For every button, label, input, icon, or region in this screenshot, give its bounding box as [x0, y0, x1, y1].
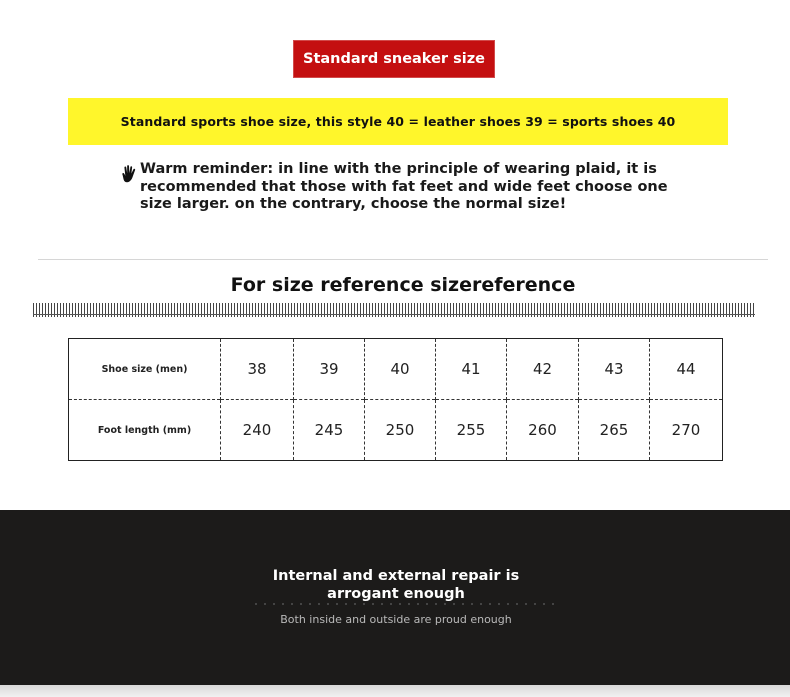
warm-reminder [118, 161, 678, 214]
table-cell: 270 [650, 400, 723, 461]
table-cell: 245 [294, 400, 365, 461]
sports-size-banner: Standard sports shoe size, this style 40 = leather shoes 39 = sports shoes 40 [68, 98, 728, 145]
table-cell: 41 [436, 339, 507, 400]
footer-banner [0, 510, 790, 685]
divider [38, 259, 768, 260]
bottom-strip [0, 685, 790, 697]
footer-dotted-line [255, 603, 555, 605]
table-row-shoe-size [69, 339, 723, 400]
size-table [68, 338, 723, 461]
footer-title: Internal and external repair is arrogant enough [272, 568, 520, 602]
table-cell: 250 [365, 400, 436, 461]
hand-icon [118, 163, 140, 185]
table-cell: 255 [436, 400, 507, 461]
table-cell: 38 [221, 339, 294, 400]
table-cell: 260 [507, 400, 579, 461]
table-cell: 240 [221, 400, 294, 461]
footer-subtitle: Both inside and outside are proud enough [280, 613, 512, 626]
row-label: Foot length (mm) [69, 400, 221, 461]
standard-sneaker-size-badge: Standard sneaker size [293, 40, 495, 78]
size-reference-title: For size reference sizereference [230, 274, 576, 296]
reminder-text: Warm reminder: in line with the principle of wearing plaid, it is recommended that those with fat feet and wide feet choose one size larger. on the contrary, choose the normal size! [140, 161, 668, 212]
row-label: Shoe size (men) [101, 363, 188, 375]
table-row-foot-length [69, 400, 723, 461]
table-cell: 42 [507, 339, 579, 400]
table-cell: 40 [365, 339, 436, 400]
table-cell: 44 [650, 339, 723, 400]
table-cell: 39 [294, 339, 365, 400]
table-cell: 265 [579, 400, 650, 461]
table-cell: 43 [579, 339, 650, 400]
ruler-divider [33, 303, 755, 317]
